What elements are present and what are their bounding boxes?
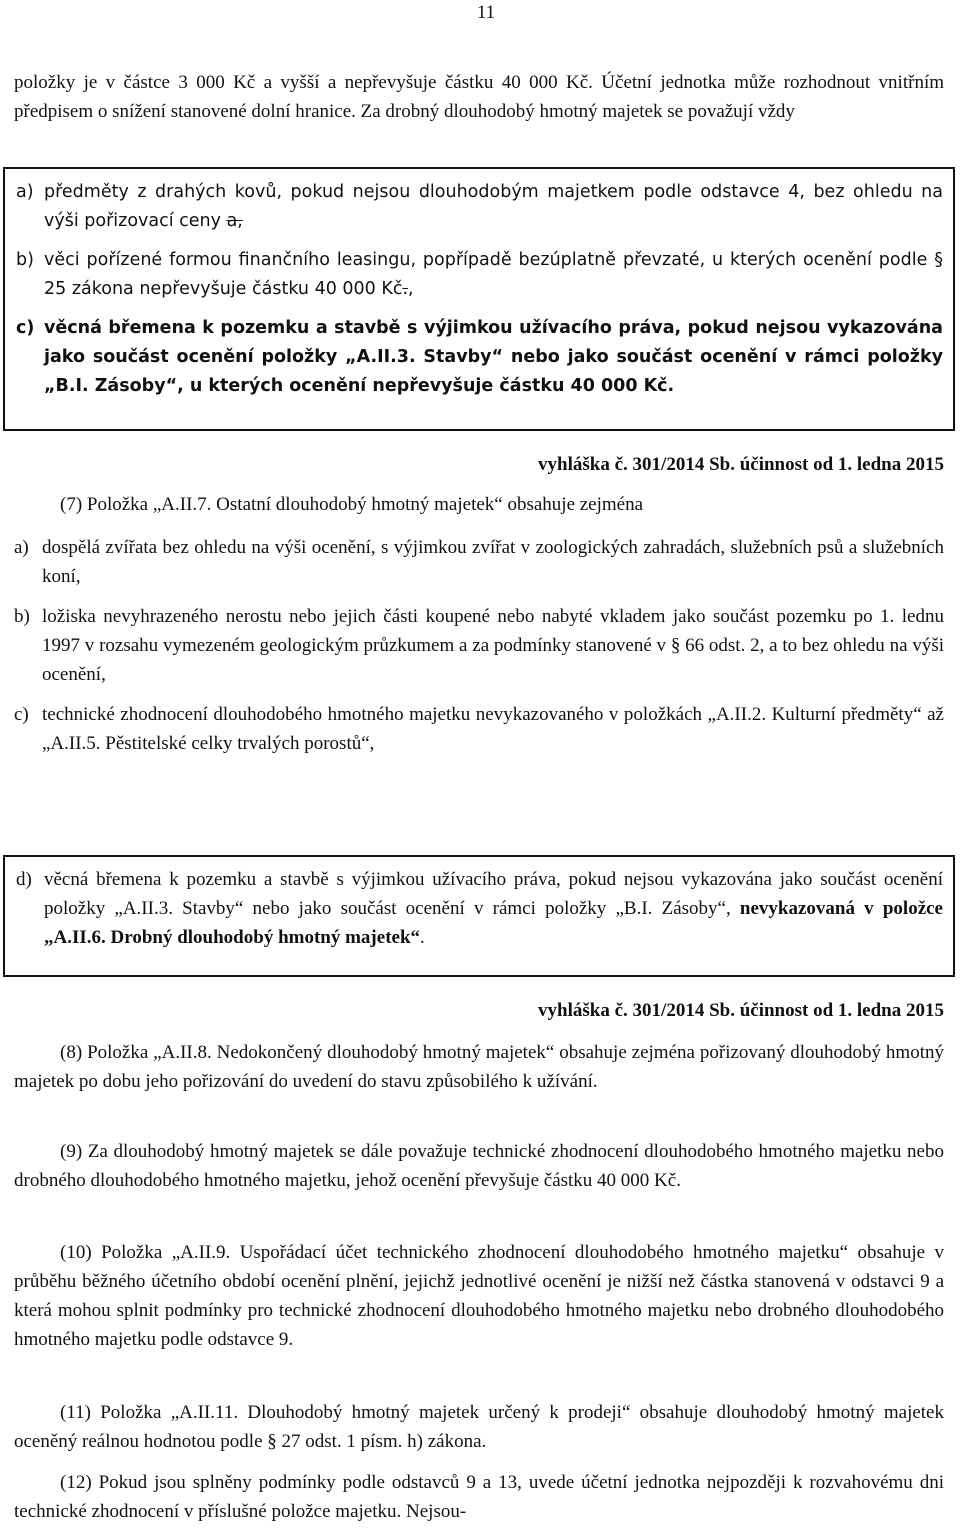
item-text: věci pořízené formou finančního leasingu, popřípadě bezúplatně převzaté, u kterých ocenění podle § 25 zákona nepřevyšuje částku 40 000 Kč: [44, 250, 943, 299]
item-text: věcná břemena k pozemku a stavbě s výjimkou užívacího práva, pokud nejsou vykazována jako součást ocenění položky „A.II.3. Stavby“ nebo jako součást ocenění v rámci položky „B.I. Zásoby“,: [44, 869, 943, 919]
struck-text: a,: [226, 211, 243, 231]
paragraph-11: (11) Položka „A.II.11. Dlouhodobý hmotný majetek určený k prodeji“ obsahuje dlouhodobý hmotný majetek oceněný reálnou hodnotou podle § 27 odst. 1 písm. h) zákona.: [14, 1402, 944, 1452]
item-end: .: [420, 927, 425, 948]
source-note-2: vyhláška č. 301/2014 Sb. účinnost od 1. ledna 2015: [538, 1000, 944, 1021]
item-label: b): [14, 606, 30, 627]
item-text: předměty z drahých kovů, pokud nejsou dlouhodobým majetkem podle odstavce 4, bez ohledu na výši pořizovací ceny: [44, 182, 943, 231]
section-7-item-a: [14, 533, 944, 591]
page-number: 11: [476, 2, 496, 23]
item-a: [16, 178, 943, 236]
item-label: a): [16, 182, 34, 202]
item-text: technické zhodnocení dlouhodobého hmotného majetku nevykazovaného v položkách „A.II.2. Kulturní předměty“ až „A.II.5. Pěstitelské celky trvalých porostů“,: [42, 704, 944, 754]
item-text: dospělá zvířata bez ohledu na výši ocenění, s výjimkou zvířat v zoologických zahradách, služebních psů a služebních koní,: [42, 537, 944, 587]
struck-text: .: [402, 279, 409, 299]
paragraph-8: (8) Položka „A.II.8. Nedokončený dlouhodobý hmotný majetek“ obsahuje zejména pořizovaný dlouhodobý hmotný majetek po dobu jeho pořizování do uvedení do stavu způsobilého k užívání.: [14, 1042, 944, 1092]
amended-block-2: [3, 855, 955, 977]
item-label: b): [16, 250, 34, 270]
item-d: [16, 865, 943, 952]
section-7-item-c: [14, 700, 944, 758]
item-label: d): [16, 869, 32, 890]
paragraph-12: (12) Pokud jsou splněny podmínky podle odstavců 9 a 13, uvede účetní jednotka nejpozději k rozvahovému dni technické zhodnocení v příslušné položce majetku. Nejsou-: [14, 1472, 944, 1522]
section-7-heading: (7) Položka „A.II.7. Ostatní dlouhodobý hmotný majetek“ obsahuje zejména: [60, 494, 644, 515]
item-label: a): [14, 537, 29, 558]
item-bold-text: nevykazovaná v položce „A.II.6. Drobný dlouhodobý hmotný majetek“: [44, 898, 943, 948]
paragraph-9: (9) Za dlouhodobý hmotný majetek se dále považuje technické zhodnocení dlouhodobého hmotného majetku nebo drobného dlouhodobého hmotného majetku, jehož ocenění převyšuje částku 40 000 Kč.: [14, 1141, 944, 1191]
item-label: c): [16, 318, 35, 338]
section-7-item-b: [14, 602, 944, 689]
paragraph-10: (10) Položka „A.II.9. Uspořádací účet technického zhodnocení dlouhodobého hmotného majetku“ obsahuje v průběhu běžného účetního období ocenění plnění, jejichž jednotlivé ocenění je nižší než částka stanovená v odstavci 9 a která mohou splnit podmínky pro technické zhodnocení dlouhodobého hmotného majetku nebo drobného dlouhodobého hmotného majetku podle odstavce 9.: [14, 1242, 944, 1350]
amended-block-1: [3, 167, 955, 431]
intro-paragraph: [14, 68, 944, 126]
item-c: [16, 314, 943, 401]
intro-text: položky je v částce 3 000 Kč a vyšší a nepřevyšuje částku 40 000 Kč. Účetní jednotka může rozhodnout vnitřním předpisem o snížení stanovené dolní hranice. Za drobný dlouhodobý hmotný majetek se považují vždy: [14, 72, 944, 122]
item-b: [16, 246, 943, 304]
item-label: c): [14, 704, 29, 725]
item-text: věcná břemena k pozemku a stavbě s výjimkou užívacího práva, pokud nejsou vykazována jako součást ocenění položky „A.II.3. Stavby“ nebo jako součást ocenění v rámci položky „B.I. Zásoby“, u kterých ocenění nepřevyšuje částku 40 000 Kč.: [44, 318, 943, 396]
item-text: ložiska nevyhrazeného nerostu nebo jejich části koupené nebo nabyté vkladem jako součást pozemku po 1. lednu 1997 v rozsahu vymezeném geologickým průzkumem a za podmínky stanovené v § 66 odst. 2, a to bez ohledu na výši ocenění,: [42, 606, 944, 685]
item-end: ,: [408, 279, 414, 299]
source-note-1: vyhláška č. 301/2014 Sb. účinnost od 1. ledna 2015: [538, 454, 944, 475]
section-7: [14, 490, 944, 768]
